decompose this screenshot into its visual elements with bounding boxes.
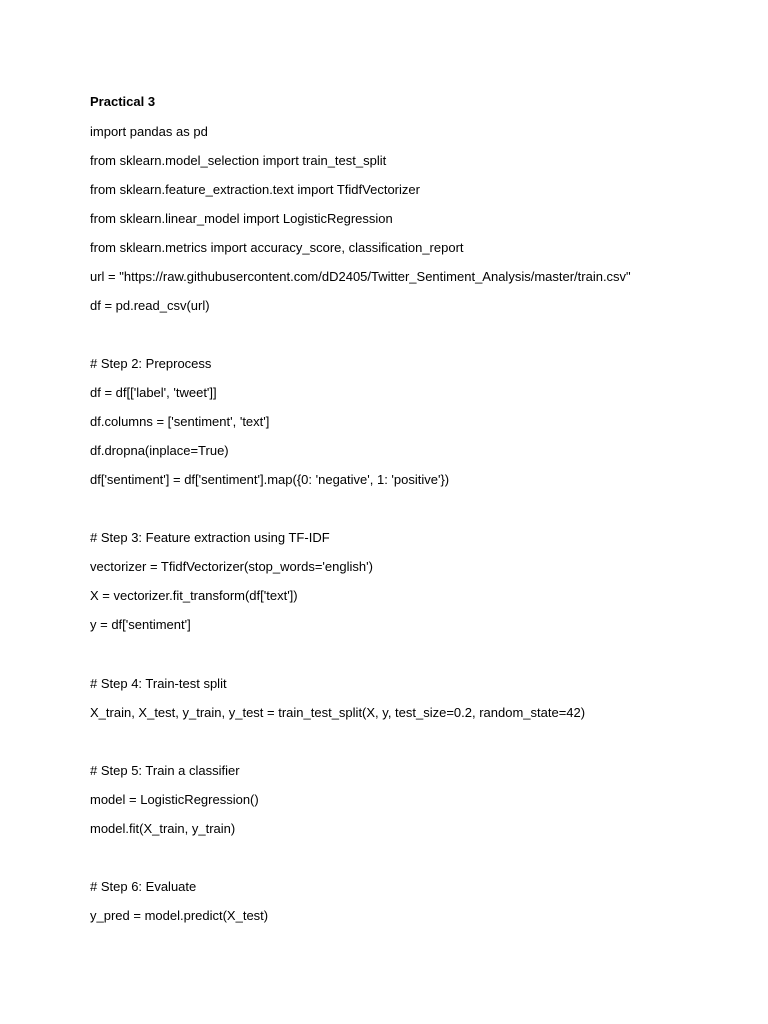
document-title: Practical 3 [90, 94, 156, 109]
code-line: y = df['sentiment'] [90, 617, 191, 632]
code-line: y_pred = model.predict(X_test) [90, 908, 269, 923]
code-line: df['sentiment'] = df['sentiment'].map({0: 'negative', 1: 'positive'}) [90, 472, 450, 487]
comment-line: # Step 2: Preprocess [90, 356, 212, 371]
code-line: vectorizer = TfidfVectorizer(stop_words='english') [90, 559, 373, 574]
code-line: from sklearn.metrics import accuracy_score, classification_report [90, 240, 464, 255]
code-line: X = vectorizer.fit_transform(df['text']) [90, 588, 298, 603]
code-line: X_train, X_test, y_train, y_test = train_test_split(X, y, test_size=0.2, random_state=42) [90, 705, 586, 720]
comment-line: # Step 5: Train a classifier [90, 763, 240, 778]
code-line: df = df[['label', 'tweet']] [90, 385, 217, 400]
code-line: from sklearn.model_selection import train_test_split [90, 153, 387, 168]
comment-line: # Step 4: Train-test split [90, 676, 227, 691]
code-line: model = LogisticRegression() [90, 792, 259, 807]
code-line: from sklearn.feature_extraction.text import TfidfVectorizer [90, 182, 420, 197]
code-line: df.columns = ['sentiment', 'text'] [90, 414, 270, 429]
comment-line: # Step 6: Evaluate [90, 879, 197, 894]
code-line: import pandas as pd [90, 124, 208, 139]
comment-line: # Step 3: Feature extraction using TF-IDF [90, 530, 330, 545]
code-line: df = pd.read_csv(url) [90, 298, 210, 313]
code-line: df.dropna(inplace=True) [90, 443, 229, 458]
code-line: from sklearn.linear_model import LogisticRegression [90, 211, 393, 226]
code-line: model.fit(X_train, y_train) [90, 821, 236, 836]
code-line: url = "https://raw.githubusercontent.com/dD2405/Twitter_Sentiment_Analysis/master/train.csv" [90, 269, 631, 284]
